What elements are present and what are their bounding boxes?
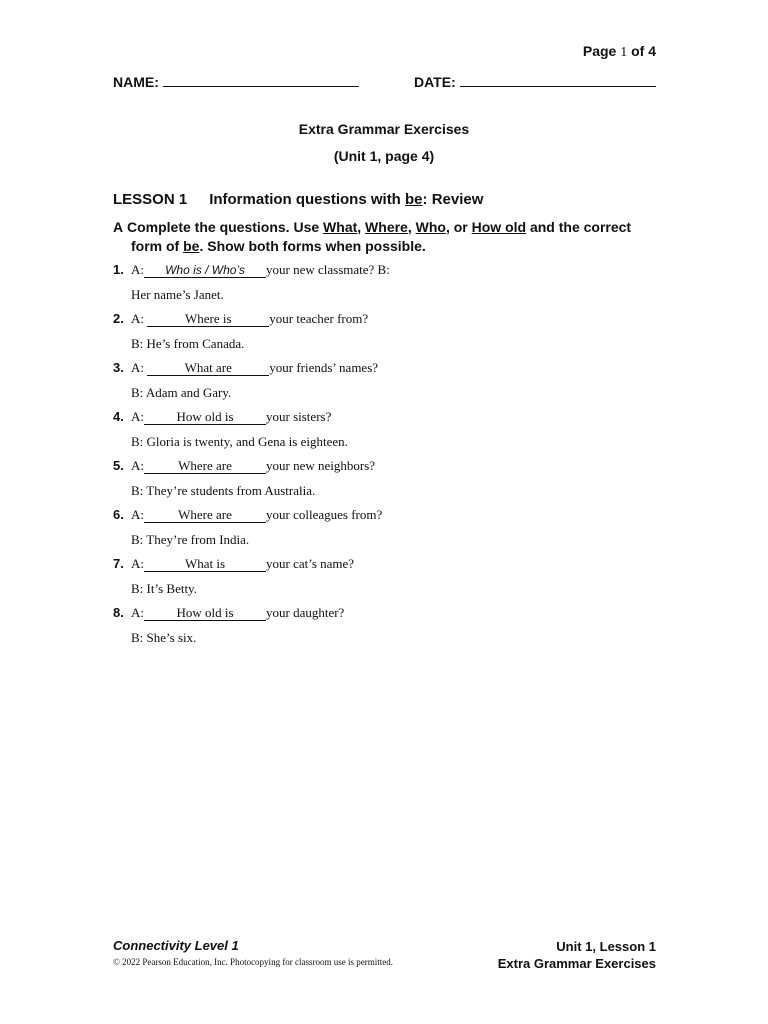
speaker-a: A: bbox=[131, 409, 144, 424]
question-line bbox=[131, 605, 344, 621]
question-rest: your new neighbors? bbox=[266, 458, 376, 473]
question-rest: your friends’ names? bbox=[269, 360, 379, 375]
footer-brand: Connectivity Level 1 bbox=[113, 938, 239, 953]
question-line bbox=[131, 311, 368, 327]
item-number: 6. bbox=[113, 507, 124, 522]
instruction-part: and the correct form of bbox=[131, 219, 632, 254]
response-line: B: They’re from India. bbox=[131, 532, 250, 547]
answer-blank[interactable]: How old is bbox=[144, 410, 266, 425]
lesson-topic-pre: Information questions with bbox=[209, 191, 406, 208]
item-number: 1. bbox=[113, 262, 124, 277]
keyword-be: be bbox=[183, 238, 200, 254]
speaker-a: A: bbox=[131, 360, 148, 375]
item-number: 5. bbox=[113, 458, 124, 473]
exercise-instructions bbox=[113, 218, 653, 256]
question-rest: your cat’s name? bbox=[266, 556, 355, 571]
exercise-item bbox=[113, 262, 653, 311]
question-rest: your teacher from? bbox=[269, 311, 369, 326]
question-line bbox=[131, 409, 331, 425]
footer-unit: Unit 1, Lesson 1 bbox=[556, 939, 656, 954]
exercise-letter: A bbox=[113, 219, 124, 235]
item-number: 3. bbox=[113, 360, 124, 375]
lesson-heading bbox=[113, 191, 483, 208]
footer-right bbox=[498, 938, 656, 972]
name-blank-line[interactable] bbox=[163, 72, 359, 87]
item-number: 2. bbox=[113, 311, 124, 326]
exercise-item bbox=[113, 556, 653, 605]
exercise-item bbox=[113, 311, 653, 360]
answer-blank[interactable]: How old is bbox=[144, 606, 266, 621]
question-line bbox=[131, 458, 375, 474]
answer-blank[interactable]: Where are bbox=[144, 459, 266, 474]
response-line: B: She’s six. bbox=[131, 630, 197, 645]
answer-blank[interactable]: Where are bbox=[144, 508, 266, 523]
question-line bbox=[131, 556, 354, 572]
page-current: 1 bbox=[620, 45, 628, 60]
keyword-how-old: How old bbox=[471, 219, 527, 235]
keyword-where: Where bbox=[365, 219, 408, 235]
exercise-items bbox=[113, 262, 653, 654]
worksheet-title: Extra Grammar Exercises bbox=[298, 121, 470, 137]
keyword-what: What bbox=[323, 219, 358, 235]
answer-blank[interactable]: What is bbox=[144, 557, 266, 572]
instruction-part: , or bbox=[445, 219, 472, 235]
speaker-a: A: bbox=[131, 458, 144, 473]
instruction-part: . Show both forms when possible. bbox=[199, 238, 426, 254]
answer-blank[interactable]: What are bbox=[147, 361, 269, 376]
response-line: B: He’s from Canada. bbox=[131, 336, 245, 351]
question-line bbox=[131, 360, 378, 376]
item-number: 7. bbox=[113, 556, 124, 571]
lesson-label: LESSON 1 bbox=[113, 191, 188, 208]
speaker-a: A: bbox=[131, 605, 144, 620]
date-blank-line[interactable] bbox=[460, 72, 656, 87]
instruction-text bbox=[113, 218, 653, 256]
question-rest: your daughter? bbox=[266, 605, 345, 620]
response-line: B: They’re students from Australia. bbox=[131, 483, 316, 498]
instruction-part: , bbox=[357, 219, 366, 235]
footer-copyright: © 2022 Pearson Education, Inc. Photocopying for classroom use is permitted. bbox=[113, 957, 394, 967]
page-total: of 4 bbox=[631, 43, 656, 59]
response-line: B: Adam and Gary. bbox=[131, 385, 232, 400]
date-label: DATE: bbox=[414, 74, 456, 90]
lesson-topic-be: be bbox=[405, 191, 423, 208]
exercise-item bbox=[113, 507, 653, 556]
speaker-a: A: bbox=[131, 262, 144, 277]
response-line: Her name’s Janet. bbox=[131, 287, 224, 302]
name-label: NAME: bbox=[113, 74, 159, 90]
response-line: B: Gloria is twenty, and Gena is eighteen. bbox=[131, 434, 348, 449]
speaker-a: A: bbox=[131, 311, 148, 326]
lesson-topic-post: : Review bbox=[422, 191, 484, 208]
question-rest: your new classmate? B: bbox=[266, 262, 390, 277]
worksheet-subtitle: (Unit 1, page 4) bbox=[333, 148, 435, 164]
question-rest: your colleagues from? bbox=[266, 507, 383, 522]
instruction-part: Complete the questions. Use bbox=[127, 219, 324, 235]
question-line bbox=[131, 507, 382, 523]
question-rest: your sisters? bbox=[266, 409, 332, 424]
answer-blank[interactable]: Who is / Who’s bbox=[144, 263, 266, 278]
footer-section: Extra Grammar Exercises bbox=[497, 956, 656, 971]
item-number: 4. bbox=[113, 409, 124, 424]
speaker-a: A: bbox=[131, 556, 144, 571]
footer-left bbox=[113, 938, 393, 967]
name-field[interactable] bbox=[113, 72, 359, 90]
response-line: B: It’s Betty. bbox=[131, 581, 197, 596]
exercise-item bbox=[113, 605, 653, 654]
speaker-a: A: bbox=[131, 507, 144, 522]
exercise-item bbox=[113, 360, 653, 409]
page-label: Page bbox=[582, 43, 617, 59]
item-number: 8. bbox=[113, 605, 124, 620]
date-field[interactable] bbox=[414, 72, 656, 90]
answer-blank[interactable]: Where is bbox=[147, 312, 269, 327]
exercise-item bbox=[113, 409, 653, 458]
instruction-part: , bbox=[407, 219, 416, 235]
question-line bbox=[131, 262, 390, 278]
exercise-item bbox=[113, 458, 653, 507]
keyword-who: Who bbox=[415, 219, 446, 235]
page-number bbox=[583, 43, 656, 61]
